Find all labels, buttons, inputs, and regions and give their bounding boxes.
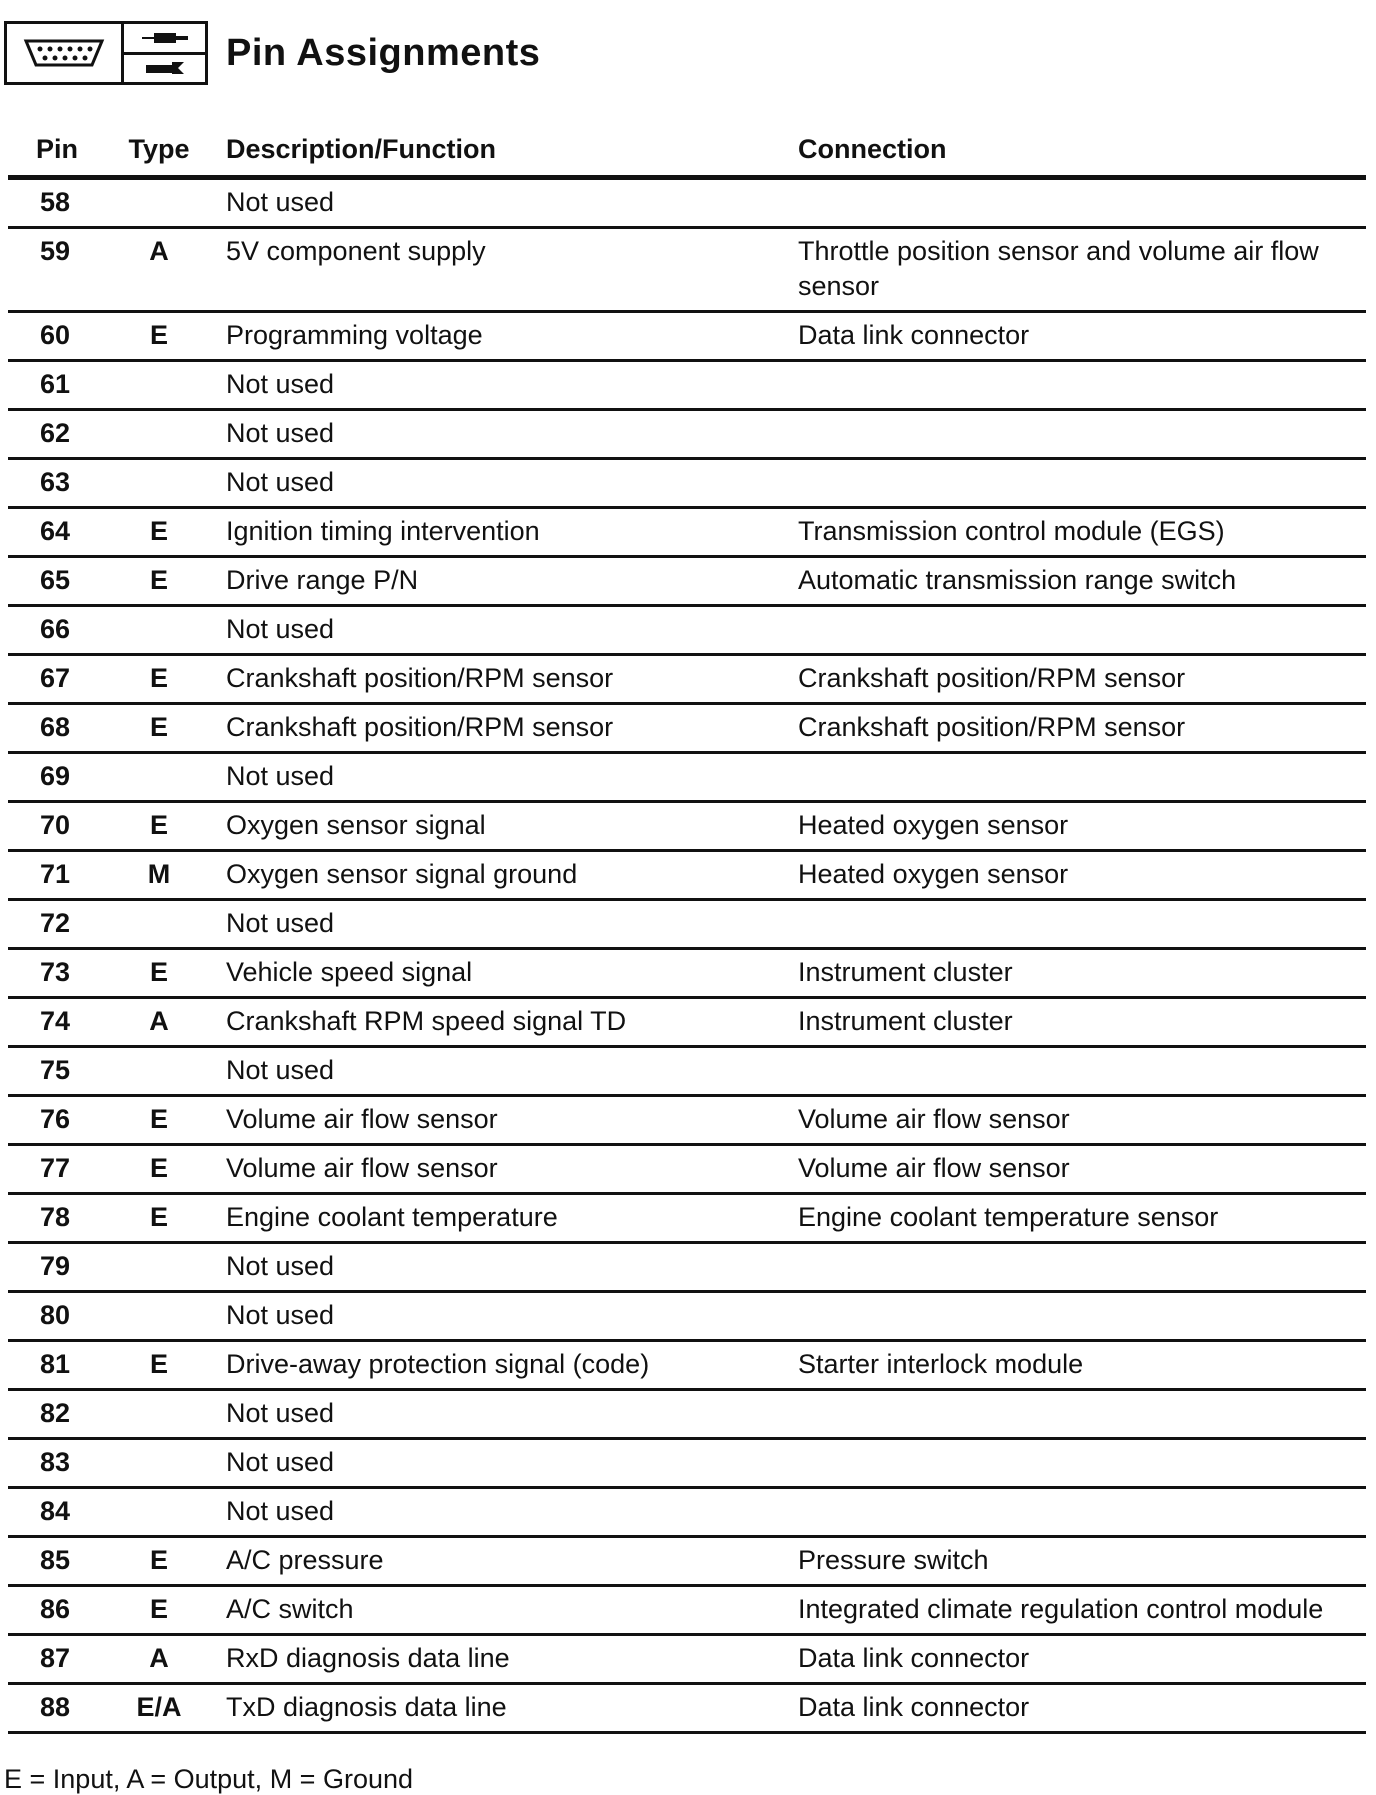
pin-type: E (92, 949, 226, 998)
pin-description: Not used (226, 459, 798, 508)
pin-number: 62 (8, 410, 92, 459)
pin-number: 64 (8, 508, 92, 557)
table-row (8, 1537, 1366, 1586)
pin-number: 85 (8, 1537, 92, 1586)
table-row (8, 1341, 1366, 1390)
column-header-pin: Pin (8, 128, 92, 178)
pin-description: Not used (226, 361, 798, 410)
pin-type: E (92, 508, 226, 557)
pin-connection: Crankshaft position/RPM sensor (798, 704, 1366, 753)
pin-type (92, 606, 226, 655)
pin-description: Not used (226, 1047, 798, 1096)
pin-description: Not used (226, 753, 798, 802)
table-row (8, 312, 1366, 361)
pin-description: Not used (226, 606, 798, 655)
pin-number: 74 (8, 998, 92, 1047)
pin-number: 71 (8, 851, 92, 900)
pin-type (92, 1390, 226, 1439)
table-body (8, 178, 1366, 1733)
pin-type: E (92, 1341, 226, 1390)
pin-type (92, 178, 226, 228)
pin-type (92, 1292, 226, 1341)
table-row (8, 998, 1366, 1047)
pin-number: 79 (8, 1243, 92, 1292)
pin-description: Not used (226, 410, 798, 459)
pin-number: 88 (8, 1684, 92, 1733)
table-row (8, 1586, 1366, 1635)
pin-type (92, 459, 226, 508)
pin-connection (798, 361, 1366, 410)
table-header-row (8, 128, 1366, 178)
pin-number: 59 (8, 228, 92, 312)
pin-description: Not used (226, 1292, 798, 1341)
pin-connection: Volume air flow sensor (798, 1096, 1366, 1145)
pin-connection: Data link connector (798, 312, 1366, 361)
pin-number: 68 (8, 704, 92, 753)
pin-type: E (92, 1096, 226, 1145)
pin-description: Engine coolant temperature (226, 1194, 798, 1243)
pin-type: E (92, 802, 226, 851)
pin-number: 84 (8, 1488, 92, 1537)
pin-number: 80 (8, 1292, 92, 1341)
pin-connection (798, 1390, 1366, 1439)
table-row (8, 228, 1366, 312)
pin-connection: Data link connector (798, 1684, 1366, 1733)
pin-description: A/C pressure (226, 1537, 798, 1586)
table-row (8, 1194, 1366, 1243)
table-row (8, 949, 1366, 998)
pin-type (92, 361, 226, 410)
table-row (8, 704, 1366, 753)
pin-connection (798, 753, 1366, 802)
table-row (8, 508, 1366, 557)
table-row (8, 1145, 1366, 1194)
pin-connection (798, 178, 1366, 228)
pin-type (92, 1439, 226, 1488)
table-row (8, 802, 1366, 851)
column-header-type: Type (92, 128, 226, 178)
table-row (8, 557, 1366, 606)
pin-description: A/C switch (226, 1586, 798, 1635)
pin-number: 65 (8, 557, 92, 606)
table-row (8, 753, 1366, 802)
pin-description: Not used (226, 1243, 798, 1292)
pin-number: 60 (8, 312, 92, 361)
pin-connection: Automatic transmission range switch (798, 557, 1366, 606)
pin-number: 61 (8, 361, 92, 410)
pin-number: 66 (8, 606, 92, 655)
pin-connection: Heated oxygen sensor (798, 802, 1366, 851)
pin-number: 87 (8, 1635, 92, 1684)
table-row (8, 1292, 1366, 1341)
table-row (8, 1047, 1366, 1096)
table-row (8, 1390, 1366, 1439)
tool-icons (124, 21, 208, 85)
pin-connection: Transmission control module (EGS) (798, 508, 1366, 557)
pin-connection (798, 1292, 1366, 1341)
table-row (8, 361, 1366, 410)
pin-type (92, 1488, 226, 1537)
pin-number: 82 (8, 1390, 92, 1439)
pin-description: 5V component supply (226, 228, 798, 312)
pin-number: 70 (8, 802, 92, 851)
pin-type: E (92, 1145, 226, 1194)
pin-description: RxD diagnosis data line (226, 1635, 798, 1684)
pin-type (92, 753, 226, 802)
column-header-description: Description/Function (226, 128, 798, 178)
pin-description: Programming voltage (226, 312, 798, 361)
pin-description: Not used (226, 1439, 798, 1488)
table-row (8, 1243, 1366, 1292)
pin-description: Not used (226, 1390, 798, 1439)
pin-connection: Integrated climate regulation control module (798, 1586, 1366, 1635)
pin-description: TxD diagnosis data line (226, 1684, 798, 1733)
pin-connection (798, 459, 1366, 508)
pin-description: Not used (226, 900, 798, 949)
table-row (8, 1439, 1366, 1488)
pin-connection: Volume air flow sensor (798, 1145, 1366, 1194)
pin-type (92, 1243, 226, 1292)
pin-connection: Throttle position sensor and volume air flow sensor (798, 228, 1366, 312)
table-row (8, 1635, 1366, 1684)
pin-number: 86 (8, 1586, 92, 1635)
pin-type: E (92, 1194, 226, 1243)
pin-type: E (92, 655, 226, 704)
table-row (8, 851, 1366, 900)
pin-connection (798, 1047, 1366, 1096)
probe-icon (124, 24, 205, 55)
pin-connection: Pressure switch (798, 1537, 1366, 1586)
pin-number: 81 (8, 1341, 92, 1390)
pin-description: Crankshaft position/RPM sensor (226, 655, 798, 704)
table-row (8, 459, 1366, 508)
pin-description: Ignition timing intervention (226, 508, 798, 557)
pin-connection: Starter interlock module (798, 1341, 1366, 1390)
pin-connection (798, 606, 1366, 655)
type-legend: E = Input, A = Output, M = Ground (4, 1764, 414, 1794)
pin-type: E (92, 557, 226, 606)
pin-type: E (92, 704, 226, 753)
table-row (8, 1096, 1366, 1145)
table-row (8, 655, 1366, 704)
pin-number: 83 (8, 1439, 92, 1488)
pin-type: A (92, 228, 226, 312)
pin-connection (798, 1488, 1366, 1537)
pin-number: 78 (8, 1194, 92, 1243)
pin-description: Vehicle speed signal (226, 949, 798, 998)
pin-connection: Instrument cluster (798, 998, 1366, 1047)
pin-number: 77 (8, 1145, 92, 1194)
pin-type: A (92, 998, 226, 1047)
pin-description: Crankshaft position/RPM sensor (226, 704, 798, 753)
pin-connection: Engine coolant temperature sensor (798, 1194, 1366, 1243)
pin-number: 69 (8, 753, 92, 802)
pin-type: M (92, 851, 226, 900)
pin-connection: Instrument cluster (798, 949, 1366, 998)
pin-number: 75 (8, 1047, 92, 1096)
page-header (4, 18, 540, 88)
table-row (8, 410, 1366, 459)
table-row (8, 178, 1366, 228)
pin-number: 72 (8, 900, 92, 949)
pin-type: A (92, 1635, 226, 1684)
pin-type (92, 1047, 226, 1096)
pin-type: E/A (92, 1684, 226, 1733)
pin-description: Oxygen sensor signal ground (226, 851, 798, 900)
pin-type: E (92, 312, 226, 361)
pin-description: Crankshaft RPM speed signal TD (226, 998, 798, 1047)
pin-description: Volume air flow sensor (226, 1145, 798, 1194)
table-row (8, 1488, 1366, 1537)
column-header-connection: Connection (798, 128, 1366, 178)
pin-connection (798, 1243, 1366, 1292)
pin-number: 73 (8, 949, 92, 998)
pin-connection: Data link connector (798, 1635, 1366, 1684)
pin-number: 58 (8, 178, 92, 228)
pin-type: E (92, 1537, 226, 1586)
pin-number: 67 (8, 655, 92, 704)
page-title: Pin Assignments (226, 31, 541, 74)
pin-number: 76 (8, 1096, 92, 1145)
pin-connection (798, 410, 1366, 459)
table-row (8, 1684, 1366, 1733)
pin-description: Not used (226, 1488, 798, 1537)
pin-type (92, 410, 226, 459)
pin-description: Volume air flow sensor (226, 1096, 798, 1145)
pin-description: Not used (226, 178, 798, 228)
pin-connection (798, 1439, 1366, 1488)
connector-icon (4, 21, 124, 85)
pin-description: Oxygen sensor signal (226, 802, 798, 851)
pin-connection: Heated oxygen sensor (798, 851, 1366, 900)
pin-assignments-table (8, 128, 1366, 1734)
pin-description: Drive range P/N (226, 557, 798, 606)
wrench-icon (124, 55, 205, 83)
table-row (8, 606, 1366, 655)
pin-description: Drive-away protection signal (code) (226, 1341, 798, 1390)
pin-connection: Crankshaft position/RPM sensor (798, 655, 1366, 704)
table-row (8, 900, 1366, 949)
pin-number: 63 (8, 459, 92, 508)
pin-type (92, 900, 226, 949)
pin-type: E (92, 1586, 226, 1635)
pin-connection (798, 900, 1366, 949)
